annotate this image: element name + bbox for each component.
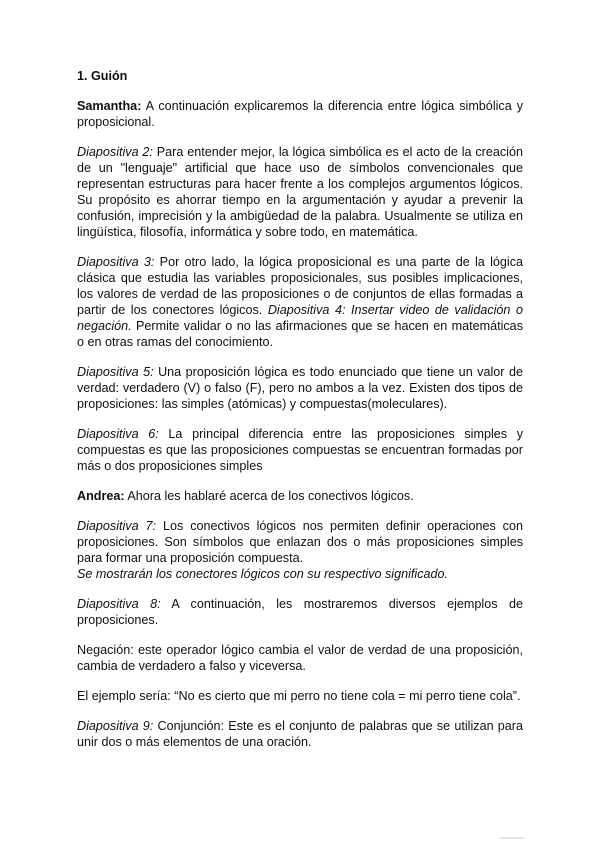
paragraph-samantha-intro — [77, 98, 523, 130]
slide-label: Diapositiva 7: — [77, 519, 157, 533]
paragraph-slide-8 — [77, 596, 523, 628]
paragraph-text: La principal diferencia entre las proposiciones simples y compuestas es que las proposiciones compuestas se encuentran formadas por más o dos proposiciones simples — [77, 427, 523, 473]
paragraph-text: Permite validar o no las afirmaciones que se hacen en matemáticas o en otras ramas del conocimiento. — [77, 319, 523, 349]
paragraph-text: Para entender mejor, la lógica simbólica es el acto de la creación de un "lenguaje" artificial que hace uso de símbolos convencionales que representan estructuras para hacer frente a los complejos argumentos lógicos. Su propósito es ahorrar tiempo en la argumentación y ayudar a prevenir la confusión, imprecisión y la ambigüedad de la palabra. Usualmente se utiliza en lingüística, filosofía, informática y sobre todo, en matemática. — [77, 145, 523, 239]
paragraph-slide-5 — [77, 364, 523, 412]
paragraph-negacion: Negación: este operador lógico cambia el valor de verdad de una proposición, cambia de verdadero a falso y viceversa. — [77, 643, 523, 673]
speaker-label: Samantha: — [77, 99, 142, 113]
paragraph-text: Los conectivos lógicos nos permiten definir operaciones con proposiciones. Son símbolos que enlazan dos o más proposiciones simples para formar una proposición compuesta. — [77, 519, 523, 565]
slide-label: Diapositiva 5: — [77, 365, 154, 379]
slide-label: Diapositiva 6: — [77, 427, 159, 441]
paragraph-text: Por otro lado, la lógica proposicional es una parte de la lógica clásica que estudia las variables proposicionales, sus posibles implicaciones, los valores de verdad de las proposiciones o de conjuntos de ellas formadas a partir de los conectores lógicos. — [77, 255, 523, 317]
slide-note: Diapositiva 4: Insertar video de validación o negación. — [77, 303, 523, 333]
slide-label: Diapositiva 2: — [77, 145, 153, 159]
document-body — [77, 68, 523, 750]
paragraph-text: Una proposición lógica es todo enunciado que tiene un valor de verdad: verdadero (V) o falso (F), pero no ambos a la vez. Existen dos tipos de proposiciones: las simples (atómicas) y compuestas(moleculares). — [77, 365, 523, 411]
page-footer-mark — [500, 837, 524, 839]
paragraph-slide-9 — [77, 718, 523, 750]
slide-label: Diapositiva 3: — [77, 255, 155, 269]
slide-label: Diapositiva 9: — [77, 719, 154, 733]
section-heading: 1. Guión — [77, 69, 128, 83]
paragraph-text: A continuación explicaremos la diferencia entre lógica simbólica y proposicional. — [77, 99, 523, 129]
paragraph-slide-7 — [77, 518, 523, 582]
paragraph-example: El ejemplo sería: “No es cierto que mi perro no tiene cola = mi perro tiene cola”. — [77, 689, 521, 703]
paragraph-slide-6 — [77, 426, 523, 474]
paragraph-text: A continuación, les mostraremos diversos ejemplos de proposiciones. — [77, 597, 523, 627]
paragraph-andrea-intro — [77, 488, 523, 504]
paragraph-text: Conjunción: Este es el conjunto de palabras que se utilizan para unir dos o más elementos de una oración. — [77, 719, 523, 749]
paragraph-text: Ahora les hablaré acerca de los conectivos lógicos. — [124, 489, 414, 503]
paragraph-slide-2 — [77, 144, 523, 240]
speaker-label: Andrea: — [77, 489, 125, 503]
paragraph-slide-3 — [77, 254, 523, 350]
slide-note: Se mostrarán los conectores lógicos con su respectivo significado. — [77, 567, 448, 581]
slide-label: Diapositiva 8: — [77, 597, 161, 611]
